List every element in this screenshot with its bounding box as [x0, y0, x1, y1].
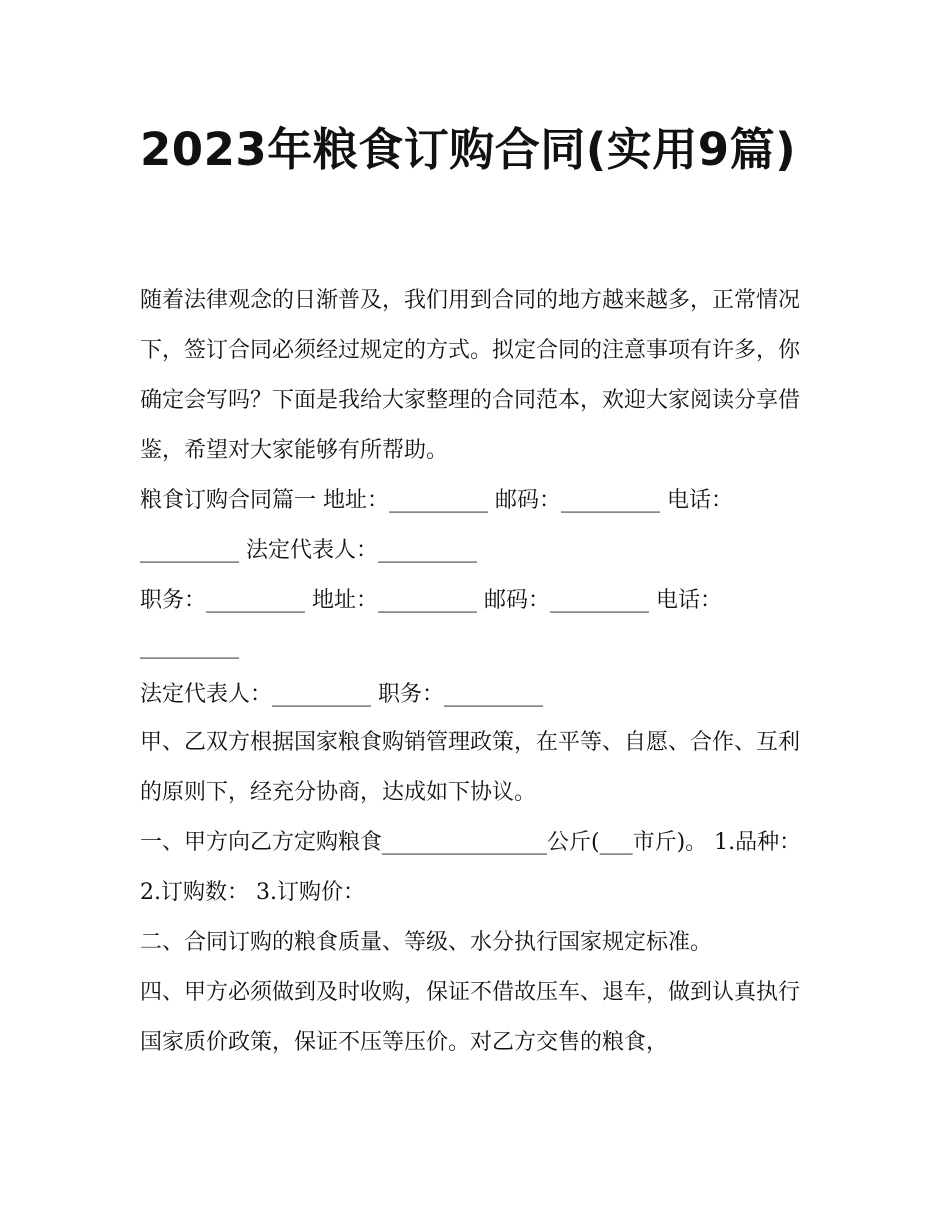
clause-four: 四、甲方必须做到及时收购，保证不借故压车、退车，做到认真执行国家质价政策，保证不压等压价。对乙方交售的粮食， — [140, 980, 801, 1055]
document-body — [140, 276, 820, 1068]
intro-paragraph: 随着法律观念的日渐普及，我们用到合同的地方越来越多，正常情况下，签订合同必须经过规定的方式。拟定合同的注意事项有许多，你确定会写吗？下面是我给大家整理的合同范本，欢迎大家阅读分享借鉴，希望对大家能够有所帮助。 — [140, 288, 801, 463]
party-b-info: 职务：_________ 地址：_________ 邮码：_________ 电话：_________ — [140, 588, 722, 659]
clause-two: 二、合同订购的粮食质量、等级、水分执行国家规定标准。 — [140, 930, 713, 955]
document-title: 2023年粮食订购合同(实用9篇) — [140, 123, 797, 176]
party-b-representative: 法定代表人：_________ 职务：_________ — [140, 682, 543, 707]
agreement-preamble: 甲、乙双方根据国家粮食购销管理政策，在平等、自愿、合作、互利的原则下，经充分协商，达成如下协议。 — [140, 730, 801, 805]
party-a-info: 粮食订购合同篇一 地址：_________ 邮码：_________ 电话：_________ 法定代表人：_________ — [140, 488, 733, 563]
clause-one: 一、甲方向乙方定购粮食_______________公斤(___市斤)。 1.品种： 2.订购数： 3.订购价： — [140, 830, 802, 905]
